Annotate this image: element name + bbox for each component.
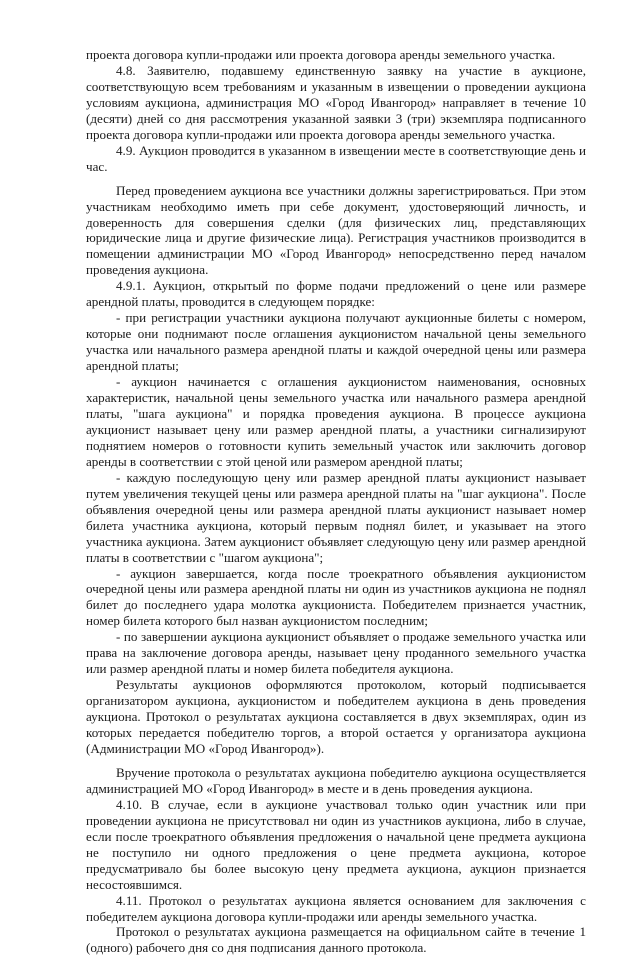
list-item-next-price: - каждую последующую цену или размер арендной платы аукционист называет путем увеличения текущей цены или размера арендной платы на "шаг аукциона". После объявления очередной цены или размера арендной платы аукционист называет номер билета участника аукциона, который первым поднял билет, и указывает на этого участника аукциона. Затем аукционист объявляет следующую цену или размер арендной платы в соответствии с "шагом аукциона";: [86, 469, 586, 565]
paragraph-4-11: 4.11. Протокол о результатах аукциона является основанием для заключения с победителем аукциона договора купли-продажи или аренды земельного участка.: [86, 892, 586, 924]
list-item-auction-start: - аукцион начинается с оглашения аукционистом наименования, основных характеристик, начальной цены земельного участка или начального размера арендной платы, "шага аукциона" и порядка проведения аукциона. В процессе аукциона аукционист называет цену или размер арендной платы, а участники сигнализируют поднятием номеров о готовности купить земельный участок или заключить договор аренды в соответствии с этой ценой или размером арендной платы;: [86, 374, 586, 469]
paragraph-4-9: 4.9. Аукцион проводится в указанном в извещении месте в соответствующие день и час.: [86, 142, 586, 174]
paragraph-publication: Протокол о результатах аукциона размещается на официальном сайте в течение 1 (одного) рабочего дня со дня подписания данного протокола.: [86, 924, 586, 956]
document-page: [86, 47, 586, 956]
paragraph-results: Результаты аукционов оформляются протоколом, который подписывается организатором аукциона, аукционистом и победителем аукциона в день проведения аукциона. Протокол о результатах аукциона составляется в двух экземплярах, один из которых передается победителю торгов, а второй остается у организатора аукциона (Администрации МО «Город Ивангород»).: [86, 677, 586, 756]
list-item-announcement: - по завершении аукциона аукционист объявляет о продаже земельного участка или права на заключение договора аренды, называет цену проданного земельного участка или размер арендной платы и номер билета победителя аукциона.: [86, 629, 586, 677]
paragraph-protocol-handover: Вручение протокола о результатах аукциона победителю аукциона осуществляется администрацией МО «Город Ивангород» в месте и в день проведения аукциона.: [86, 764, 586, 796]
paragraph-4-9-1: 4.9.1. Аукцион, открытый по форме подачи предложений о цене или размере арендной платы, проводится в следующем порядке:: [86, 278, 586, 310]
paragraph-4-10: 4.10. В случае, если в аукционе участвовал только один участник или при проведении аукциона не присутствовал ни один из участников аукциона, либо в случае, если после троекратного объявления предложения о начальной цене предмета аукциона не поступило ни одного предложения о цене предмета аукциона, которое предусматривало бы более высокую цену предмета аукциона, аукцион признается несостоявшимся.: [86, 796, 586, 892]
paragraph-registration: Перед проведением аукциона все участники должны зарегистрироваться. При этом участникам необходимо иметь при себе документ, удостоверяющий личность, и доверенность для совершения сделки (для физических лиц, представляющих юридические лица и другие физические лица). Регистрация участников производится в помещении администрации МО «Город Ивангород» непосредственно перед началом проведения аукциона.: [86, 182, 586, 278]
paragraph-4-8: 4.8. Заявителю, подавшему единственную заявку на участие в аукционе, соответствующую всем требованиям и указанным в извещении о проведении аукциона условиям аукциона, администрация МО «Город Ивангород» направляет в течение 10 (десяти) дней со дня рассмотрения указанной заявки 3 (три) экземпляра подписанного проекта договора купли-продажи или проекта договора аренды земельного участка.: [86, 62, 586, 142]
list-item-auction-end: - аукцион завершается, когда после троекратного объявления аукционистом очередной цены или размера арендной платы ни один из участников аукциона не поднял билет до последнего удара молотка аукциониста. Победителем признается участник, номер билета которого был назван аукционистом последним;: [86, 565, 586, 629]
paragraph-continuation: проекта договора купли-продажи или проекта договора аренды земельного участка.: [86, 47, 556, 62]
list-item-registration: - при регистрации участники аукциона получают аукционные билеты с номером, которые они поднимают после оглашения аукционистом начальной цены земельного участка или начального размера арендной платы и каждой очередной цены или размера арендной платы;: [86, 310, 586, 374]
